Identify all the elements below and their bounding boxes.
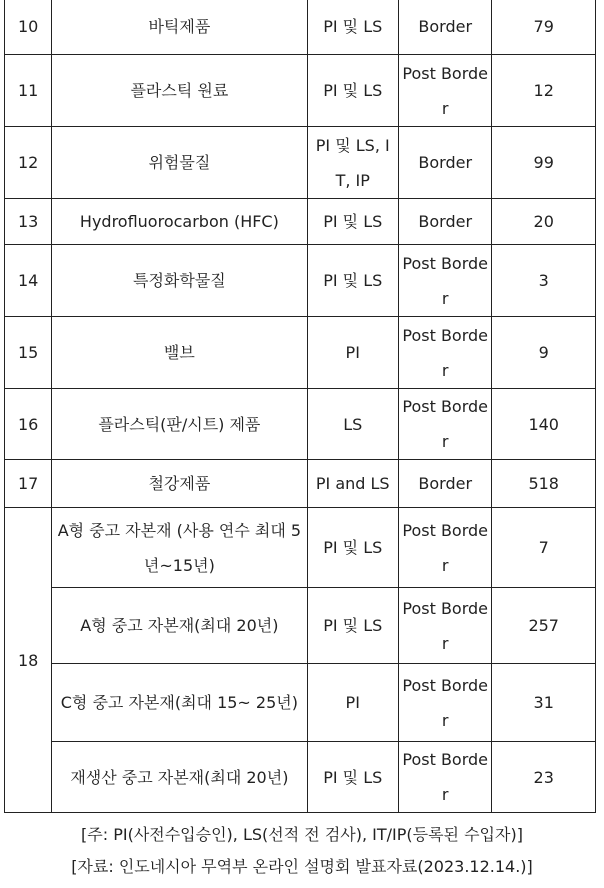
row-number: 14	[5, 245, 52, 317]
item-name: 철강제품	[52, 460, 307, 508]
hs-count: 20	[492, 199, 596, 245]
table-row	[5, 508, 596, 588]
row-number: 10	[5, 0, 52, 55]
row-number: 18	[5, 508, 52, 813]
row-number: 13	[5, 199, 52, 245]
item-name: 위험물질	[52, 127, 307, 199]
row-number: 15	[5, 317, 52, 389]
import-requirement: PI 및 LS, IT, IP	[307, 127, 398, 199]
table-row	[5, 742, 596, 813]
row-number: 17	[5, 460, 52, 508]
import-requirement: PI 및 LS	[307, 508, 398, 588]
row-number: 11	[5, 55, 52, 127]
hs-count: 79	[492, 0, 596, 55]
import-requirement: PI 및 LS	[307, 55, 398, 127]
table-row	[5, 664, 596, 742]
item-name: 밸브	[52, 317, 307, 389]
inspection-location: Post Border	[398, 245, 491, 317]
footnote: [주: PI(사전수입승인), LS(선적 전 검사), IT/IP(등록된 수입자)]	[81, 825, 523, 844]
hs-count: 518	[492, 460, 596, 508]
import-requirement: PI and LS	[307, 460, 398, 508]
inspection-location: Post Border	[398, 742, 491, 813]
table-row	[5, 127, 596, 199]
hs-count: 3	[492, 245, 596, 317]
import-requirement: PI 및 LS	[307, 742, 398, 813]
item-name: 바틱제품	[52, 0, 307, 55]
item-name: 플라스틱(판/시트) 제품	[52, 389, 307, 460]
hs-count: 257	[492, 588, 596, 664]
table-row	[5, 55, 596, 127]
hs-count: 9	[492, 317, 596, 389]
item-name: Hydrofluorocarbon (HFC)	[52, 199, 307, 245]
table-row	[5, 0, 596, 55]
import-requirement: PI 및 LS	[307, 199, 398, 245]
import-requirement: PI 및 LS	[307, 588, 398, 664]
inspection-location: Post Border	[398, 389, 491, 460]
import-requirement: PI 및 LS	[307, 245, 398, 317]
hs-count: 31	[492, 664, 596, 742]
item-name: 플라스틱 원료	[52, 55, 307, 127]
inspection-location: Post Border	[398, 664, 491, 742]
table-row	[5, 588, 596, 664]
item-name: A형 중고 자본재 (사용 연수 최대 5년~15년)	[52, 508, 307, 588]
hs-count: 12	[492, 55, 596, 127]
inspection-location: Post Border	[398, 508, 491, 588]
item-name: A형 중고 자본재(최대 20년)	[52, 588, 307, 664]
table-row	[5, 317, 596, 389]
hs-count: 7	[492, 508, 596, 588]
import-requirement: LS	[307, 389, 398, 460]
table-row	[5, 199, 596, 245]
hs-count: 99	[492, 127, 596, 199]
row-number: 16	[5, 389, 52, 460]
inspection-location: Border	[398, 127, 491, 199]
inspection-location: Border	[398, 199, 491, 245]
table-row	[5, 245, 596, 317]
table-row	[5, 460, 596, 508]
import-requirement: PI	[307, 664, 398, 742]
import-requirement: PI 및 LS	[307, 0, 398, 55]
hs-count: 140	[492, 389, 596, 460]
item-name: C형 중고 자본재(최대 15~ 25년)	[52, 664, 307, 742]
item-name: 특정화학물질	[52, 245, 307, 317]
import-requirement: PI	[307, 317, 398, 389]
item-name: 재생산 중고 자본재(최대 20년)	[52, 742, 307, 813]
inspection-location: Border	[398, 460, 491, 508]
inspection-location: Post Border	[398, 588, 491, 664]
row-number: 12	[5, 127, 52, 199]
inspection-location: Border	[398, 0, 491, 55]
regulated-items-table	[4, 0, 596, 813]
inspection-location: Post Border	[398, 317, 491, 389]
table-row	[5, 389, 596, 460]
source-note: [자료: 인도네시아 무역부 온라인 설명회 발표자료(2023.12.14.)]	[71, 857, 533, 876]
hs-count: 23	[492, 742, 596, 813]
inspection-location: Post Border	[398, 55, 491, 127]
